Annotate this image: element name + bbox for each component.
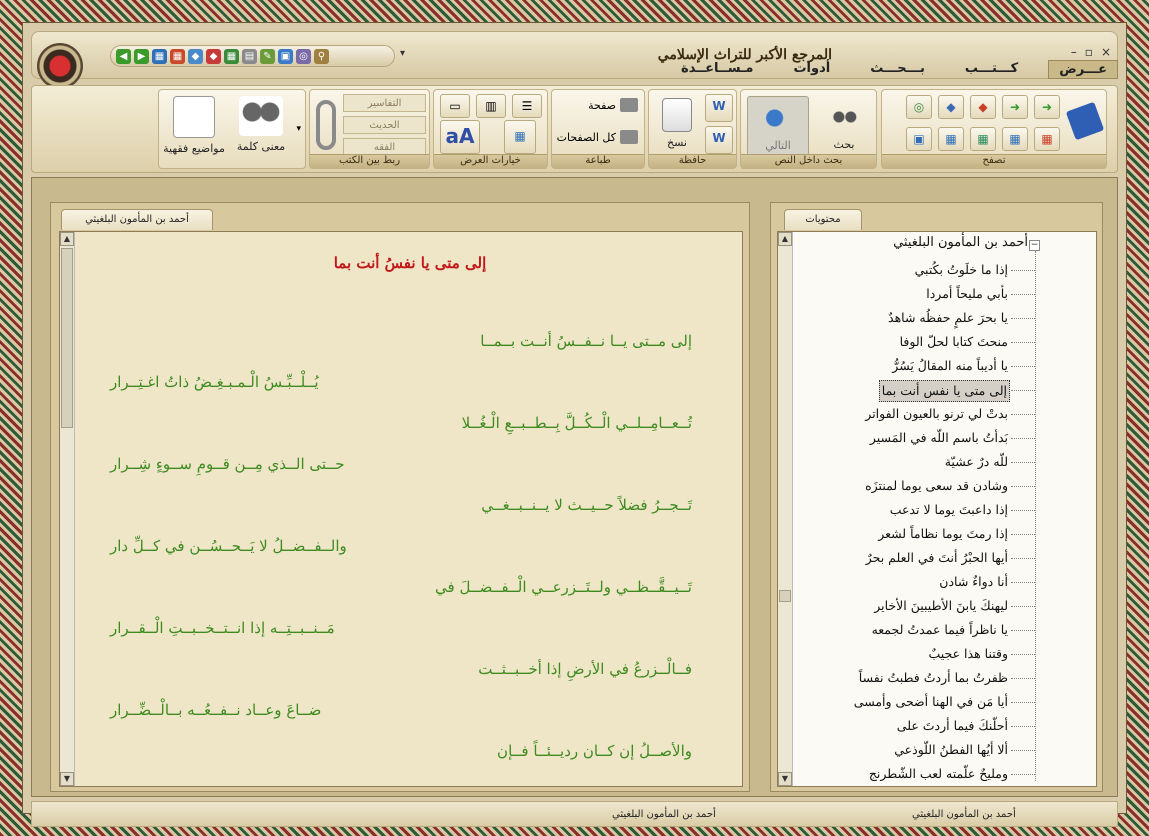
tree-guide-line <box>1035 251 1036 781</box>
copy-button-label: نسخ <box>667 136 687 149</box>
menu-search[interactable]: بـــحـــث <box>870 61 925 76</box>
search-group <box>740 89 877 169</box>
tree-item[interactable]: يا أديباً منه المقالُ يَسُرُّ <box>892 358 1008 373</box>
contents-tab[interactable]: محتويات <box>784 209 862 230</box>
verse-line: تَــجــرُ فضلاً حــيــث لا يــنــبــغــي <box>481 496 692 514</box>
copy-icon[interactable]: ▤ <box>242 49 257 64</box>
tree-item[interactable]: إذا رمتَ يوما نظاماً لشعر <box>878 526 1008 541</box>
back-icon[interactable]: ◀ <box>116 49 131 64</box>
verse-line: إلى مــتى يــا نــفــسُ أنــت بــمــا <box>480 332 692 350</box>
tree-item[interactable]: أحلّنكَ فيما أردتَ على <box>896 718 1008 733</box>
fiqh-topics-button[interactable] <box>161 96 227 155</box>
tree-icon[interactable]: ▦ <box>152 49 167 64</box>
print-all-label: كل الصفحات <box>556 130 616 144</box>
menu-bar <box>671 60 1118 79</box>
next-red-icon[interactable]: ◆ <box>970 95 996 119</box>
tree-item[interactable]: ظفرتُ بما أردتُ فطبتُ نفساً <box>858 670 1008 685</box>
back-arrow-icon[interactable]: ➜ <box>1002 95 1028 119</box>
word-tools-group <box>158 89 306 169</box>
verse-line: ضــاعَ وعــاد نــفــعُــه بــالْــضِّــرار <box>110 701 322 719</box>
restore-button[interactable]: ▫ <box>1084 45 1093 59</box>
status-book: أحمد بن المأمون البلغيثي <box>612 809 716 820</box>
window-controls <box>1071 45 1111 59</box>
view-options-group-label: خيارات العرض <box>434 154 547 168</box>
scroll-up-button[interactable]: ▲ <box>60 232 74 246</box>
print-group-label: طباعة <box>552 154 644 168</box>
verse-line: يُــلْــبِّـسُ الْـمـبـغِـضُ ذاتُ اغـتِــرار <box>110 373 319 391</box>
tree-item[interactable]: إلى متى يا نفس أنت بما <box>879 380 1010 402</box>
chain-icon <box>316 100 336 150</box>
status-author: أحمد بن المأمون البلغيثي <box>912 809 1016 820</box>
link-books-group-label: ربط بين الكتب <box>310 154 429 168</box>
tree-branch-line <box>1011 510 1035 511</box>
tree-red-icon-2[interactable]: ▦ <box>1034 127 1060 151</box>
document-view <box>59 231 743 787</box>
tree-branch-line <box>1011 270 1035 271</box>
customize-dropdown-icon[interactable]: ▾ <box>400 48 406 59</box>
tree-branch-line <box>1011 462 1035 463</box>
print-page-label: صفحة <box>588 98 616 112</box>
word-meaning-button[interactable] <box>231 96 291 153</box>
scroll-down-button[interactable]: ▼ <box>60 772 74 786</box>
search-icon[interactable]: ⚲ <box>314 49 329 64</box>
toc-scroll-thumb[interactable] <box>779 590 791 602</box>
contents-pane <box>770 202 1103 792</box>
collapse-icon[interactable]: − <box>1030 240 1039 250</box>
scroll-thumb[interactable] <box>61 248 73 428</box>
add-tree-icon[interactable]: ▦ <box>224 49 239 64</box>
view-options-group <box>433 89 548 169</box>
search-group-label: بحث داخل النص <box>741 154 876 168</box>
tree-item[interactable]: وشادن قد سعى يوما لمنتزَه <box>865 478 1008 493</box>
tree-expand-icon[interactable]: ▦ <box>938 127 964 151</box>
font-size-icon[interactable]: aA <box>440 120 480 154</box>
topics-list-icon <box>173 96 215 138</box>
toc-scroll-down-button[interactable]: ▼ <box>778 772 792 786</box>
verse-line: تُــعــامِــلــي الْــكُــلَّ بِــطــبــعِ الْـغُــلا <box>461 414 692 432</box>
menu-view[interactable]: عـــرض <box>1048 60 1118 79</box>
edit-icon[interactable]: ✎ <box>260 49 275 64</box>
prev-result-icon[interactable]: ◆ <box>188 49 203 64</box>
tree-item[interactable]: بأبي مليحاً أمردا <box>926 286 1008 301</box>
tree-branch-line <box>1011 558 1035 559</box>
layout-rows-icon[interactable]: ☰ <box>512 94 542 118</box>
poem-title: إلى متى يا نفسُ أنت بما <box>333 254 487 272</box>
tree-item[interactable]: يا بحرَ علمٍ حفظُه شاهدٌ <box>888 310 1008 325</box>
menu-help[interactable]: مـســاعــدة <box>681 61 754 76</box>
menu-books[interactable]: كـــتـــب <box>964 61 1019 76</box>
document-tab[interactable]: أحمد بن المأمون البلغيثي <box>61 209 213 230</box>
status-bar <box>31 801 1118 827</box>
toc-scroll-up-button[interactable]: ▲ <box>778 232 792 246</box>
prev-blue-icon[interactable]: ◆ <box>938 95 964 119</box>
tree-item[interactable]: ومليحٌ علّمته لعب الشّطرنج <box>868 766 1008 781</box>
window-icon[interactable]: ▣ <box>278 49 293 64</box>
book-icon[interactable] <box>1066 102 1104 140</box>
tree-item[interactable]: ليهنكَ يابنَ الأطيبينَ الأخاير <box>874 598 1008 613</box>
app-logo <box>37 43 83 89</box>
copy-icon-big <box>662 98 692 132</box>
tree-branch-line <box>1011 366 1035 367</box>
search-button[interactable] <box>817 100 871 151</box>
print-all-button[interactable] <box>557 130 638 144</box>
binoculars-icon[interactable]: ◎ <box>296 49 311 64</box>
tree-branch-line <box>1011 750 1035 751</box>
tree-branch-line <box>1011 390 1035 391</box>
document-pane <box>50 202 750 792</box>
document-scrollbar[interactable] <box>60 232 75 786</box>
tree-item[interactable]: أنا دواءٌ شادن <box>939 574 1008 589</box>
content-area <box>31 177 1118 797</box>
tree-branch-line <box>1011 702 1035 703</box>
tafsir-dropdown[interactable]: التفاسير <box>343 94 426 112</box>
minimize-button[interactable]: – <box>1070 45 1077 59</box>
verse-line: والأصــلُ إن كــان رديــئــاً فــإن <box>497 742 692 760</box>
close-button[interactable]: × <box>1100 45 1111 59</box>
tree-item[interactable]: بدتْ لي ترنو بالعيون الفواتر <box>865 406 1008 421</box>
ribbon <box>31 85 1118 173</box>
tree-branch-line <box>1011 582 1035 583</box>
binoculars-next-icon <box>761 101 795 135</box>
tree-item[interactable]: إذا ما خلَوتُ بكُتبي <box>914 262 1008 277</box>
contents-tree <box>777 231 1097 787</box>
next-button[interactable] <box>747 96 809 156</box>
colors-icon[interactable]: ▦ <box>504 120 536 154</box>
printer-all-icon <box>620 130 638 144</box>
tree-branch-line <box>1011 318 1035 319</box>
binoculars-green-icon[interactable]: ◎ <box>906 95 932 119</box>
fiqh-dropdown[interactable]: الفقه <box>343 138 426 156</box>
tree-item[interactable]: للّه درٌ عشيّة <box>944 454 1008 469</box>
contents-scrollbar[interactable] <box>778 232 793 786</box>
tree-branch-line <box>1011 414 1035 415</box>
fiqh-topics-label: مواضيع فقهية <box>163 142 225 155</box>
forward-icon[interactable]: ▶ <box>134 49 149 64</box>
word-meaning-dropdown-icon[interactable]: ▾ <box>296 124 301 134</box>
verse-line: تَــيــقَّــظــي ولــتَــزرعــي الْــفــضــلَ في <box>435 578 692 596</box>
tree-item[interactable]: منحتَ كتابا لحلّ الوفا <box>899 334 1008 349</box>
tree-item[interactable]: وقتنا هذا عجيبٌ <box>928 646 1008 661</box>
print-group <box>551 89 645 169</box>
new-window-icon[interactable]: ▣ <box>906 127 932 151</box>
tree-item[interactable]: يا ناظراً فيما عمدتُ لجمعه <box>871 622 1008 637</box>
tree-blue-icon[interactable]: ▦ <box>1002 127 1028 151</box>
next-button-label: التالي <box>765 139 791 152</box>
forward-arrow-icon[interactable]: ➜ <box>1034 95 1060 119</box>
app-window <box>22 22 1127 820</box>
tree-branch-line <box>1011 774 1035 775</box>
print-page-button[interactable] <box>588 98 638 112</box>
tree-branch-line <box>1011 654 1035 655</box>
quick-access-toolbar <box>110 45 395 67</box>
navigate-group <box>881 89 1107 169</box>
tree-branch-line <box>1011 342 1035 343</box>
tree-branch-line <box>1011 678 1035 679</box>
tree-item[interactable]: إذا داعبتَ يوما لا تدعب <box>889 502 1008 517</box>
verse-line: فــالْــزرعُ في الأرضِ إذا أخــبــثــت <box>478 660 692 678</box>
binoculars-icon-big <box>827 100 861 134</box>
clipboard-group <box>648 89 737 169</box>
word-icon[interactable]: W <box>705 94 733 122</box>
word-icon-2[interactable]: W <box>705 126 733 154</box>
tree-root[interactable]: أحمد بن المأمون البلغيثي <box>893 235 1028 250</box>
verse-line: حــتى الــذي مِــن قــومِ ســوءٍ شِــرار <box>110 455 345 473</box>
tree-branch-line <box>1011 606 1035 607</box>
tree-item[interactable]: ألا أيُها الفطنُ اللّوذعي <box>894 742 1008 757</box>
tree-branch-line <box>1011 534 1035 535</box>
search-button-label: بحث <box>833 138 855 151</box>
tree-item[interactable]: بَدأتُ باسم اللّه في المَسير <box>869 430 1008 445</box>
link-books-group <box>309 89 430 169</box>
hadith-dropdown[interactable]: الحديث <box>343 116 426 134</box>
tree-branch-line <box>1011 630 1035 631</box>
tree-item[interactable]: أيا مَن في الهنا أضحى وأمسى <box>853 694 1008 709</box>
tree-branch-line <box>1011 726 1035 727</box>
tree-branch-line <box>1011 438 1035 439</box>
tree-branch-line <box>1011 294 1035 295</box>
verse-line: والــفــضــلُ لا يَــحــسُــن في كــلِّ دار <box>110 537 347 555</box>
menu-tools[interactable]: أدوات <box>793 61 831 76</box>
word-meaning-label: معنى كلمة <box>236 140 286 153</box>
binoculars-book-icon <box>239 96 283 136</box>
app-title: المرجع الأكبر للتراث الإسلامي <box>657 47 832 63</box>
next-result-icon[interactable]: ◆ <box>206 49 221 64</box>
copy-button[interactable] <box>655 98 699 149</box>
clipboard-group-label: حافظة <box>649 154 736 168</box>
layout-split-icon[interactable]: ▥ <box>476 94 506 118</box>
tree-green-icon[interactable]: ▦ <box>970 127 996 151</box>
tree-red-icon[interactable]: ▦ <box>170 49 185 64</box>
tree-branch-line <box>1011 486 1035 487</box>
verse-line: مَــنــبــتِــه إذا انــتــخــبــتِ الْــقــرار <box>110 619 335 637</box>
navigate-group-label: تصفح <box>882 154 1106 168</box>
printer-icon <box>620 98 638 112</box>
layout-single-icon[interactable]: ▭ <box>440 94 470 118</box>
tree-item[interactable]: أيها الحبْرُ أنتَ في العلم بحرٌ <box>865 550 1008 565</box>
